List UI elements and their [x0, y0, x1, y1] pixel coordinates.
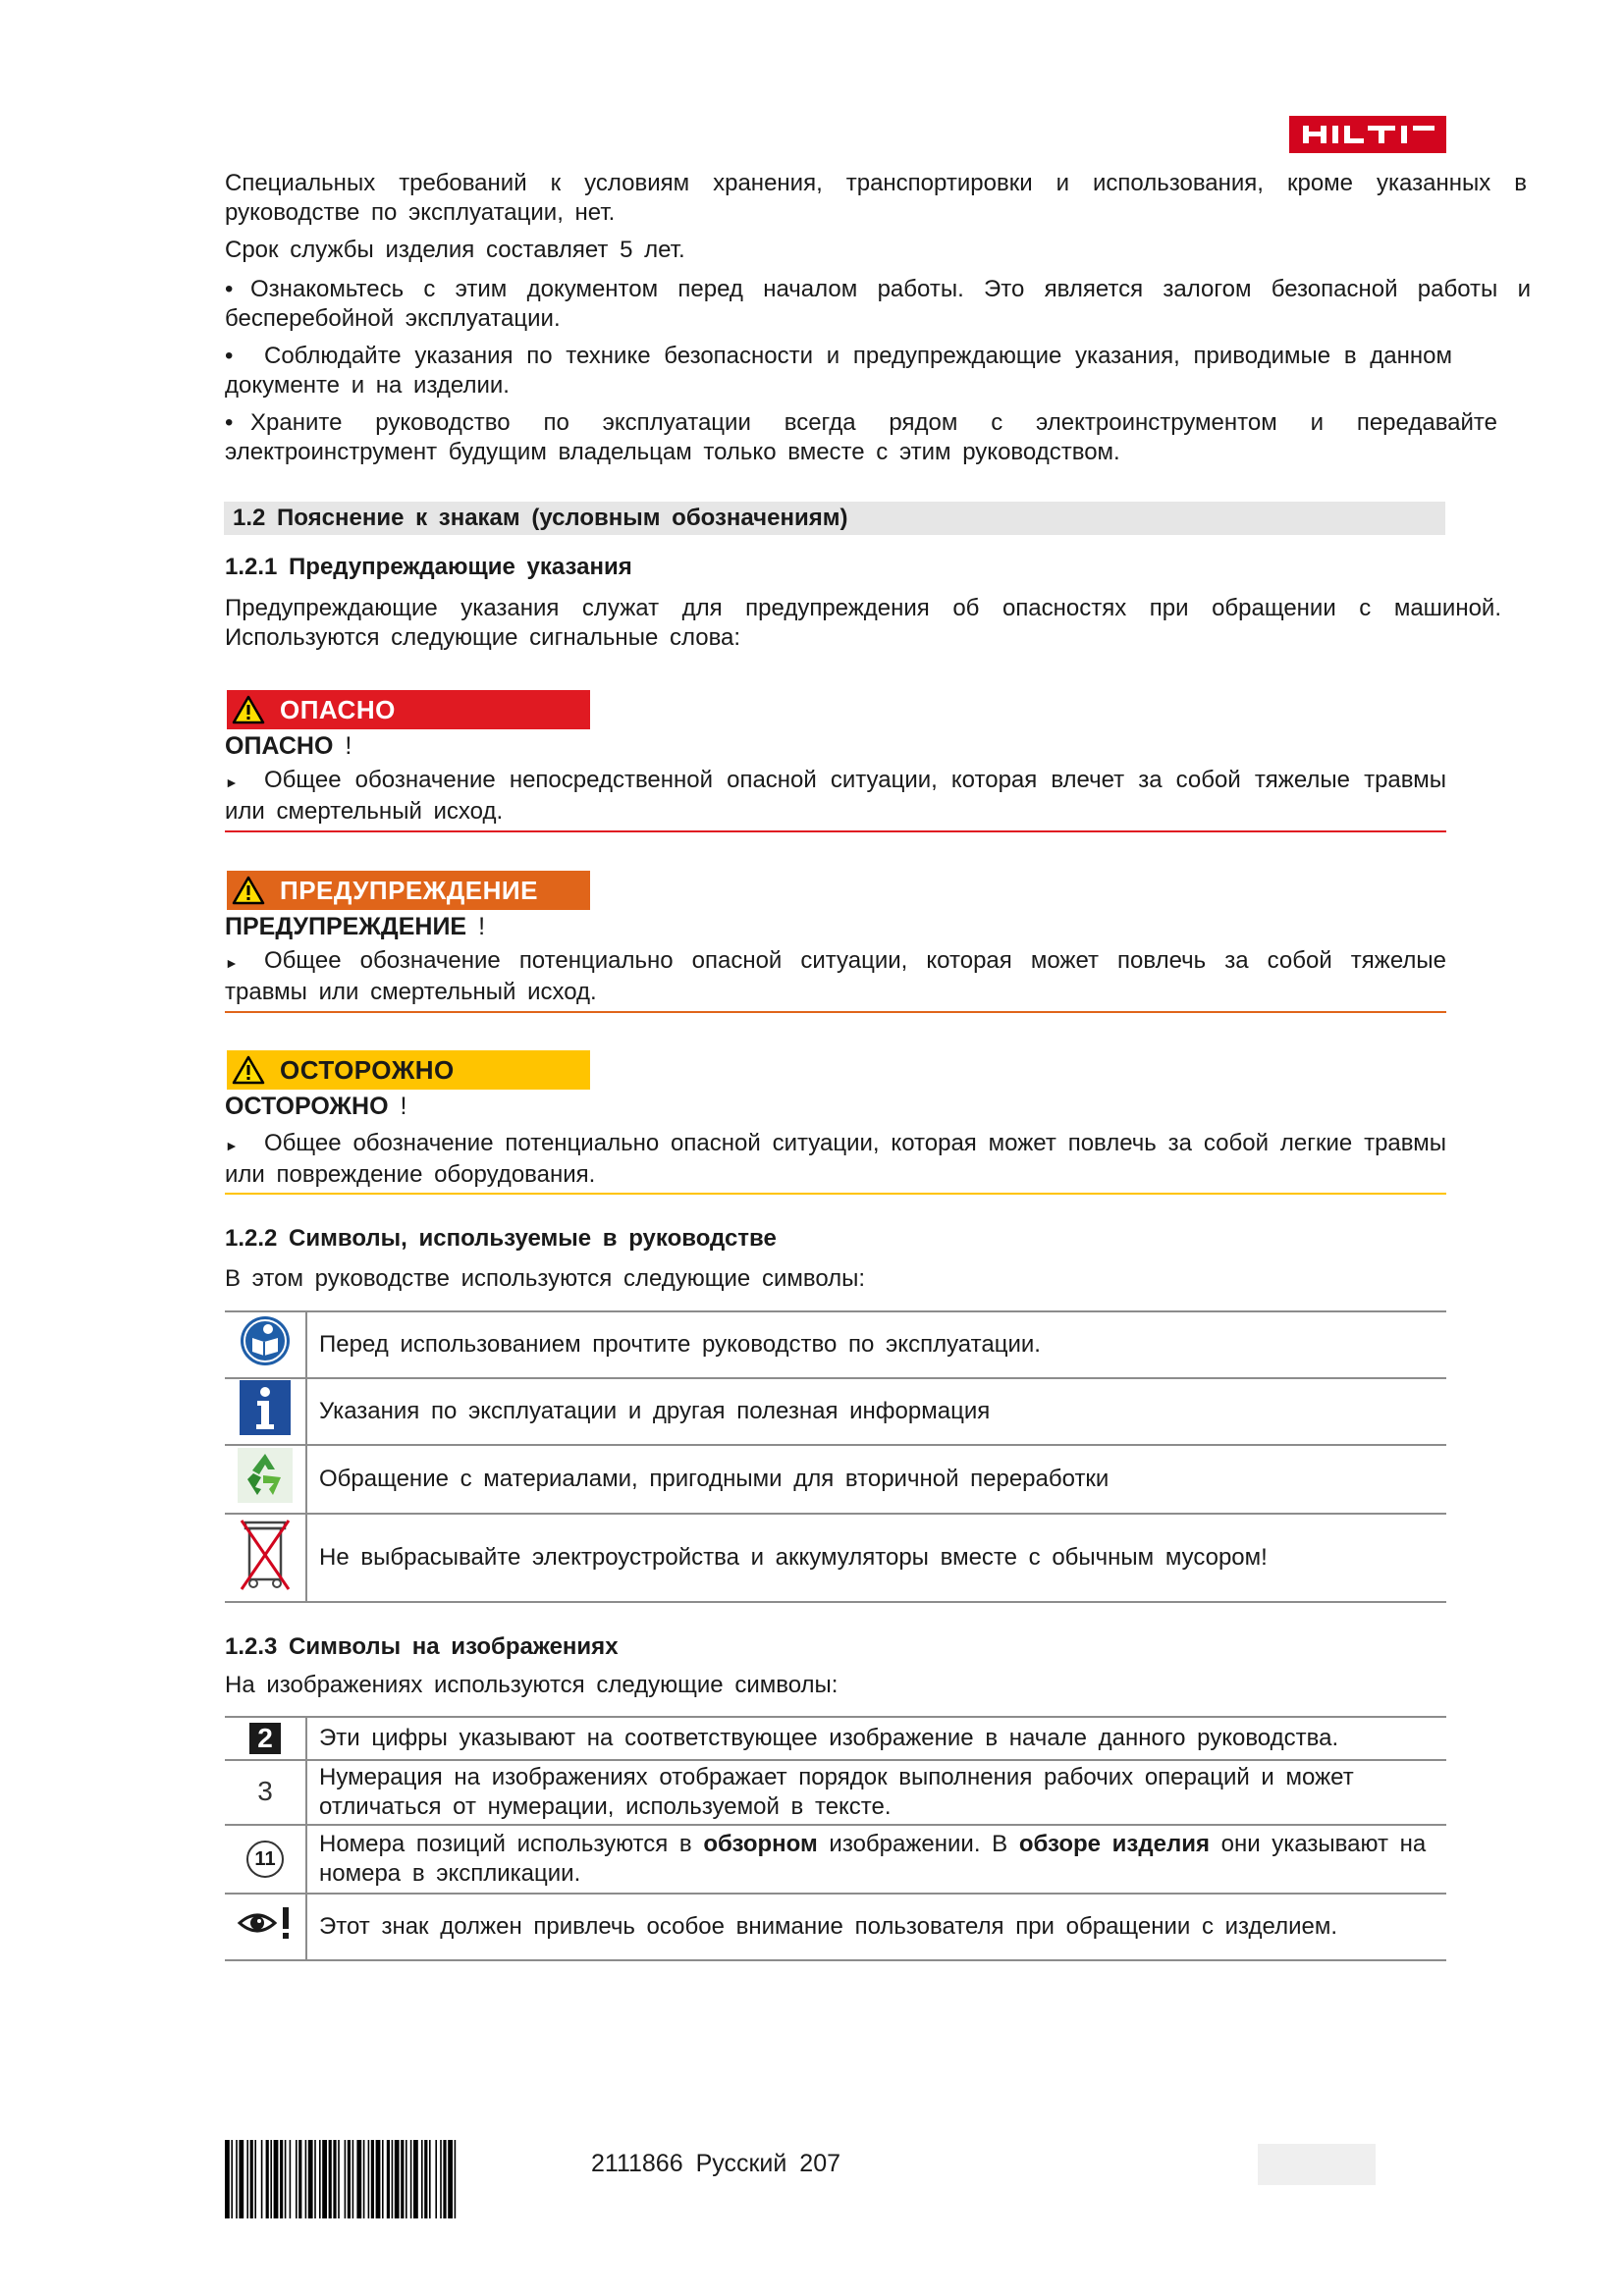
recycle-icon: [225, 1445, 306, 1514]
warnings-intro-text: Предупреждающие указания служат для предупреждения об опасностях при обращении с машиной. Используются следующие сигнальные слова:: [225, 595, 1501, 651]
warning-triangle-icon: [227, 695, 270, 724]
table-row: [225, 1445, 1446, 1514]
signal-word-caution: [225, 1092, 406, 1121]
signal-word-warning: [225, 912, 485, 941]
doc-number: 2111866: [591, 2150, 683, 2177]
bullet-text: Соблюдайте указания по технике безопасности и предупреждающие указания, приводимые в данном документе и на изделии.: [225, 343, 1452, 399]
table-row: [225, 1717, 1446, 1760]
barcode-image: [225, 2140, 559, 2218]
signal-desc-text: Общее обозначение потенциально опасной ситуации, которая может повлечь за собой тяжелые травмы или смертельный исход.: [225, 947, 1446, 1005]
bullet-item-2: • Соблюдайте указания по технике безопасности и предупреждающие указания, приводимые в данном документе и на изделии.: [225, 343, 1452, 399]
signal-desc-text: Общее обозначение непосредственной опасной ситуации, которая влечет за собой тяжелые травмы или смертельный исход.: [225, 767, 1446, 825]
signal-word-text: ПРЕДУПРЕЖДЕНИЕ: [225, 913, 467, 940]
signal-rule-caution: [225, 1193, 1446, 1195]
signal-label-danger: [227, 690, 590, 729]
signal-desc-caution: [225, 1129, 1446, 1190]
section-heading-1-2-1: 1.2.1 Предупреждающие указания: [225, 554, 632, 580]
symbol-text: Эти цифры указывают на соответствующее изображение в начале данного руководства.: [306, 1717, 1446, 1760]
item-number-icon: [225, 1825, 306, 1894]
arrow-icon: ►: [225, 955, 239, 971]
page-footer: [591, 2150, 840, 2178]
signal-label-text: ОСТОРОЖНО: [280, 1054, 455, 1085]
figure-number-glyph: 2: [249, 1723, 281, 1754]
info-icon: [225, 1378, 306, 1445]
section-heading-1-2: 1.2 Пояснение к знакам (условным обозначениям): [224, 502, 1445, 535]
text-part: изображении. В: [817, 1831, 1019, 1857]
bullet-text: Ознакомьтесь с этим документом перед началом работы. Это является залогом безопасной работы и бесперебойной эксплуатации.: [225, 276, 1531, 332]
exclamation: !: [400, 1093, 407, 1120]
table-row: [225, 1894, 1446, 1960]
symbol-text: [306, 1825, 1446, 1894]
figure-symbols-intro-text: На изображениях используются следующие символы:: [225, 1672, 839, 1698]
intro-paragraph-1: Специальных требований к условиям хранения, транспортировки и использования, кроме указанных в руководстве по эксплуатации, нет.: [225, 170, 1527, 226]
signal-word-danger: [225, 731, 352, 761]
table-row: [225, 1311, 1446, 1378]
hilti-logo: [1289, 116, 1446, 153]
footer-gray-box: [1258, 2144, 1376, 2185]
signal-desc-warning: [225, 946, 1446, 1007]
signal-word-text: ОСТОРОЖНО: [225, 1093, 389, 1120]
section-heading-1-2-2: 1.2.2 Символы, используемые в руководстве: [225, 1225, 777, 1252]
table-row: [225, 1760, 1446, 1825]
table-row: [225, 1378, 1446, 1445]
intro-paragraph-2: Срок службы изделия составляет 5 лет.: [225, 237, 685, 263]
item-number-glyph: 11: [246, 1841, 284, 1878]
text-part: Номера позиций используются в: [319, 1831, 704, 1857]
attention-eye-icon: [225, 1894, 306, 1960]
symbol-text: Обращение с материалами, пригодными для вторичной переработки: [306, 1445, 1446, 1514]
symbol-text: Этот знак должен привлечь особое внимание пользователя при обращении с изделием.: [306, 1894, 1446, 1960]
figure-symbols-table: [225, 1716, 1446, 1961]
warning-triangle-icon: [227, 1055, 270, 1085]
table-row: [225, 1514, 1446, 1602]
exclamation: !: [345, 732, 352, 760]
signal-word-text: ОПАСНО: [225, 732, 334, 760]
no-trash-bin-icon: [225, 1514, 306, 1602]
step-number-icon: [225, 1760, 306, 1825]
section-heading-1-2-3: 1.2.3 Символы на изображениях: [225, 1633, 619, 1660]
signal-desc-danger: [225, 766, 1446, 827]
symbol-text: Не выбрасывайте электроустройства и аккумуляторы вместе с обычным мусором!: [306, 1514, 1446, 1602]
step-number-glyph: 3: [257, 1776, 273, 1806]
symbol-text: Указания по эксплуатации и другая полезная информация: [306, 1378, 1446, 1445]
exclamation: !: [478, 913, 486, 940]
symbol-text: Перед использованием прочтите руководство по эксплуатации.: [306, 1311, 1446, 1378]
bullet-text: Храните руководство по эксплуатации всегда рядом с электроинструментом и передавайте электроинструмент будущим владельцам только вместе с этим руководством.: [225, 409, 1497, 465]
signal-label-text: ОПАСНО: [280, 694, 396, 724]
bullet-item-1: • Ознакомьтесь с этим документом перед началом работы. Это является залогом безопасной работы и бесперебойной эксплуатации.: [225, 276, 1531, 332]
read-manual-icon: [225, 1311, 306, 1378]
symbols-table: [225, 1310, 1446, 1603]
language-label: Русский: [695, 2150, 787, 2177]
bold-part: обзоре изделия: [1018, 1831, 1210, 1857]
text-part: они указывают на номера в экспликации.: [319, 1831, 1427, 1887]
signal-desc-text: Общее обозначение потенциально опасной ситуации, которая может повлечь за собой легкие травмы или повреждение оборудования.: [225, 1130, 1446, 1188]
page-number: 207: [799, 2150, 841, 2177]
signal-label-text: ПРЕДУПРЕЖДЕНИЕ: [280, 875, 538, 905]
bold-part: обзорном: [703, 1831, 818, 1857]
symbol-text: Нумерация на изображениях отображает порядок выполнения рабочих операций и может отличаться от нумерации, используемой в тексте.: [306, 1760, 1446, 1825]
arrow-icon: ►: [225, 774, 239, 790]
signal-rule-danger: [225, 830, 1446, 832]
bullet-item-3: • Храните руководство по эксплуатации всегда рядом с электроинструментом и передавайте электроинструмент будущим владельцам только вместе с этим руководством.: [225, 409, 1497, 465]
symbols-intro-text: В этом руководстве используются следующие символы:: [225, 1265, 866, 1292]
table-row: [225, 1825, 1446, 1894]
arrow-icon: ►: [225, 1138, 239, 1153]
signal-label-caution: [227, 1050, 590, 1090]
signal-label-warning: [227, 871, 590, 910]
warning-triangle-icon: [227, 876, 270, 905]
figure-number-icon: [225, 1717, 306, 1760]
signal-rule-warning: [225, 1011, 1446, 1013]
